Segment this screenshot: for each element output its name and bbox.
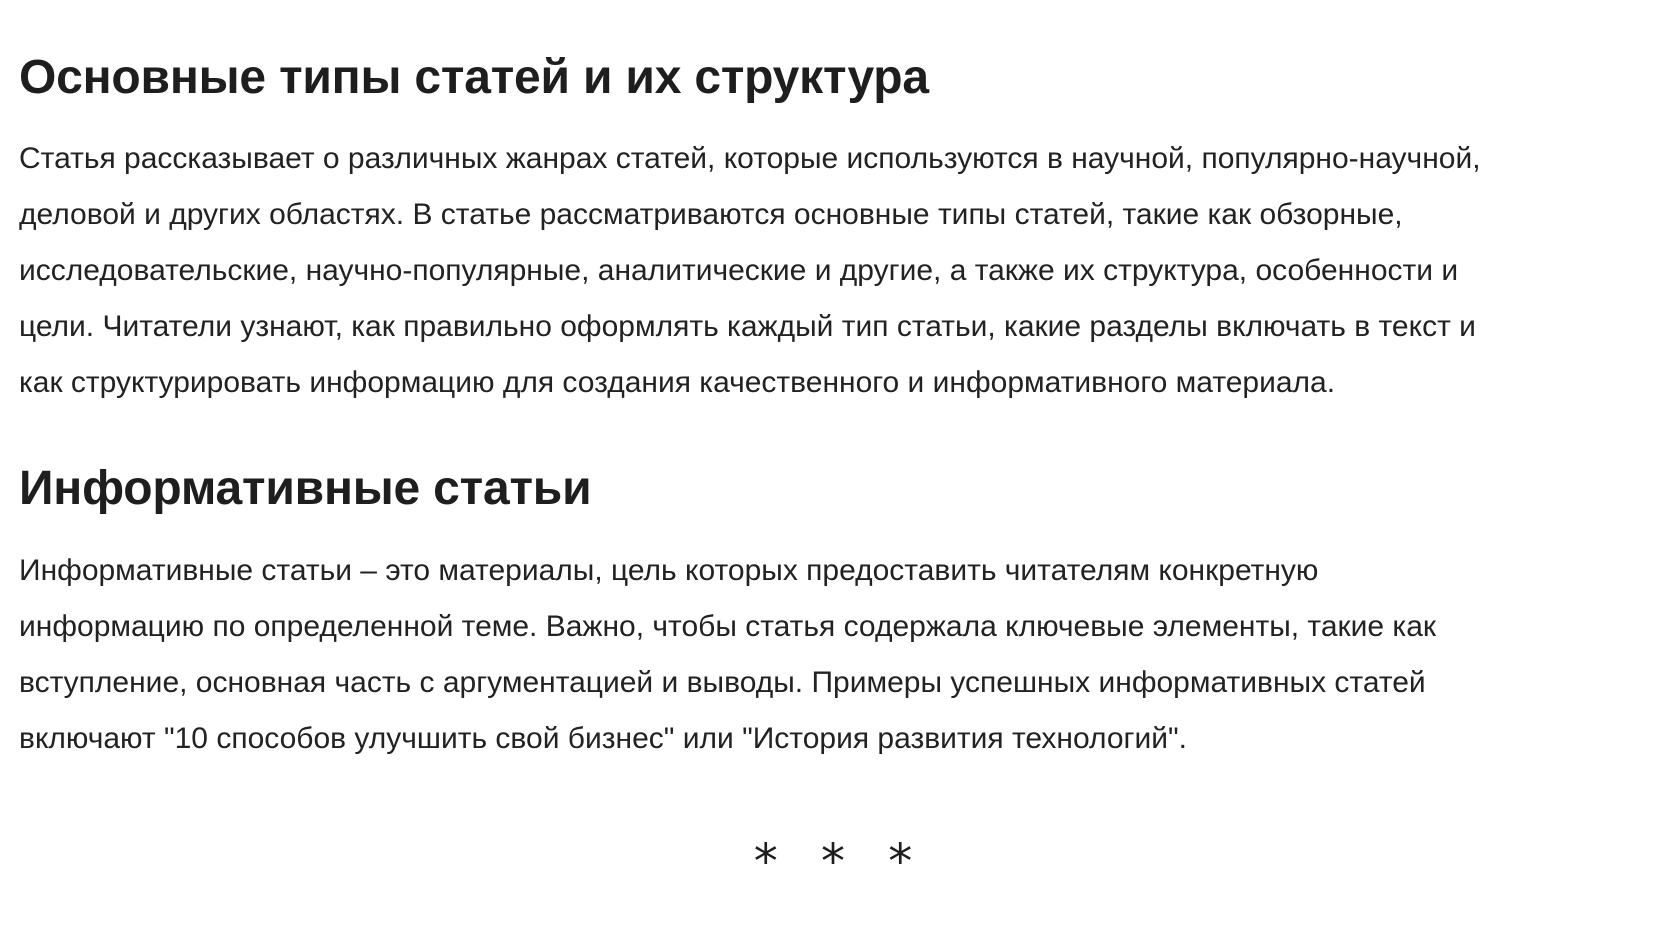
- paragraph-line: исследовательские, научно-популярные, аналитические и другие, а также их структура, особенности и: [19, 254, 1459, 287]
- paragraph-line: вступление, основная часть с аргументацией и выводы. Примеры успешных информативных статей: [19, 666, 1426, 699]
- paragraph-article-types: [19, 131, 1481, 411]
- paragraph-line: Статья рассказывает о различных жанрах статей, которые используются в научной, популярно-научной,: [19, 142, 1481, 175]
- paragraph-informative-articles: [19, 543, 1436, 767]
- paragraph-line: как структурировать информацию для создания качественного и информативного материала.: [19, 366, 1336, 399]
- section-separator: * * *: [753, 834, 927, 890]
- paragraph-line: информацию по определенной теме. Важно, чтобы статья содержала ключевые элементы, такие как: [19, 610, 1437, 643]
- section-title-article-types: Основные типы статей и их структура: [19, 51, 929, 104]
- paragraph-line: цели. Читатели узнают, как правильно оформлять каждый тип статьи, какие разделы включать в текст и: [19, 310, 1476, 343]
- paragraph-line: включают "10 способов улучшить свой бизнес" или "История развития технологий".: [19, 722, 1187, 755]
- paragraph-line: Информативные статьи – это материалы, цель которых предоставить читателям конкретную: [19, 554, 1319, 587]
- paragraph-line: деловой и других областях. В статье рассматриваются основные типы статей, такие как обзорные,: [19, 198, 1403, 231]
- section-title-informative-articles: Информативные статьи: [19, 462, 592, 515]
